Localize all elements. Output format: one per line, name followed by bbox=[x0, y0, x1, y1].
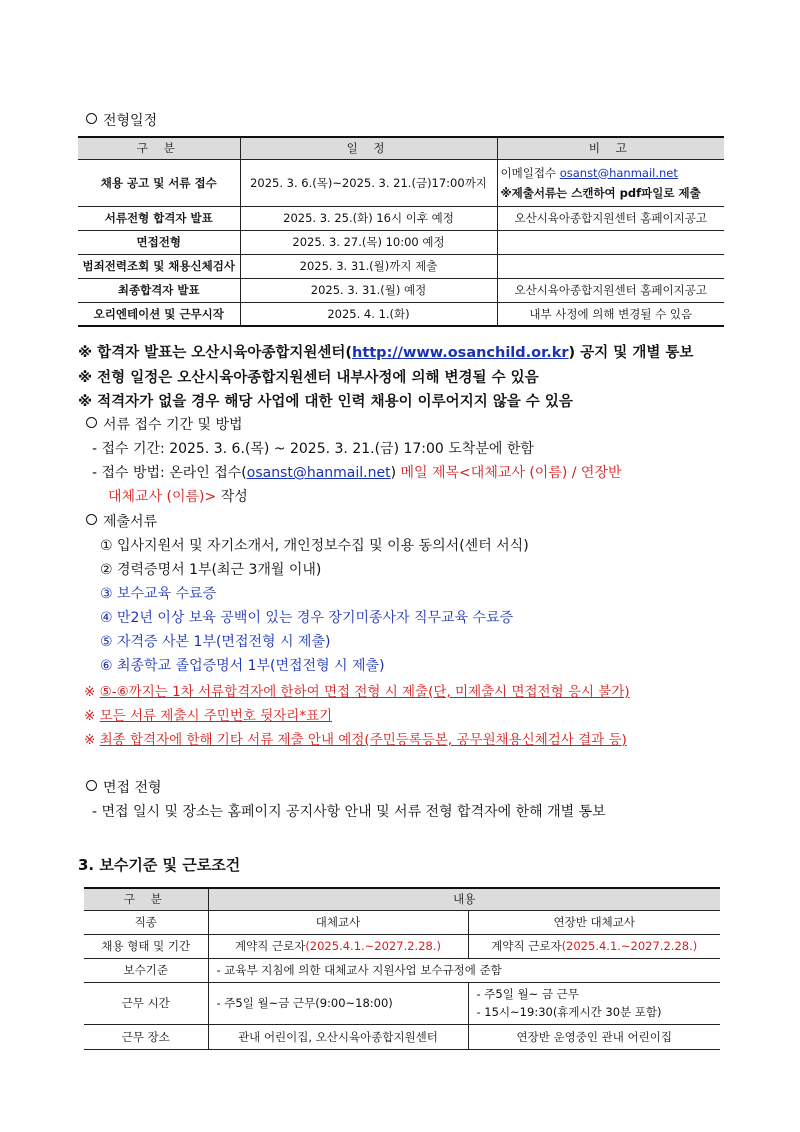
header-content: 내용 bbox=[208, 888, 720, 910]
interview-text: - 면접 일시 및 장소는 홈페이지 공지사항 안내 및 서류 전형 합격자에 한해 개별 통보 bbox=[92, 804, 606, 820]
table-row: 면접전형 2025. 3. 27.(목) 10:00 예정 bbox=[78, 230, 724, 254]
document-item: ④ 만2년 이상 보육 공백이 있는 경우 장기미종사자 직무교육 수료증 bbox=[100, 610, 514, 626]
header-note: 비 고 bbox=[497, 137, 724, 159]
documents-heading: 제출서류 bbox=[86, 511, 157, 531]
interview-heading: 면접 전형 bbox=[86, 777, 162, 797]
application-method: - 접수 방법: 온라인 접수(osanst@hanmail.net) 메일 제목<대체교사 (이름) / 연장반 bbox=[92, 465, 622, 481]
document-note: ※ 최종 합격자에 한해 기타 서류 제출 안내 예정(주민등록등본, 공무원채용신체검사 결과 등) bbox=[84, 732, 627, 748]
table-header-row bbox=[78, 137, 724, 159]
table-row: 보수기준 - 교육부 지침에 의한 대체교사 지원사업 보수규정에 준함 bbox=[84, 958, 720, 982]
document-item: ⑥ 최종학교 졸업증명서 1부(면접전형 시 제출) bbox=[100, 658, 385, 674]
table-row: 채용 공고 및 서류 접수 2025. 3. 6.(목)~2025. 3. 21.(금)17:00까지 이메일접수 osanst@hanmail.net ※제출서류는 스캔하여 pdf파일로 제출 bbox=[78, 159, 724, 206]
circle-bullet-icon bbox=[86, 514, 97, 525]
website-link[interactable]: http://www.osanchild.or.kr bbox=[352, 345, 569, 361]
table-row: 최종합격자 발표 2025. 3. 31.(월) 예정 오산시육아종합지원센터 홈페이지공고 bbox=[78, 278, 724, 302]
table-row: 오리엔테이션 및 근무시작 2025. 4. 1.(화) 내부 사정에 의해 변경될 수 있음 bbox=[78, 302, 724, 326]
table-row: 직종 대체교사 연장반 대체교사 bbox=[84, 910, 720, 934]
table-row: 서류전형 합격자 발표 2025. 3. 25.(화) 16시 이후 예정 오산시육아종합지원센터 홈페이지공고 bbox=[78, 206, 724, 230]
email-link[interactable]: osanst@hanmail.net bbox=[559, 165, 678, 180]
circle-bullet-icon bbox=[86, 113, 97, 124]
document-item: ③ 보수교육 수료증 bbox=[100, 586, 217, 602]
circle-bullet-icon bbox=[86, 417, 97, 428]
conditions-title: 3. 보수기준 및 근로조건 bbox=[78, 856, 241, 874]
application-email-link[interactable]: osanst@hanmail.net bbox=[246, 465, 391, 481]
table-row: 근무 시간 - 주5일 월~금 근무(9:00~18:00) - 주5일 월~ 금 근무 - 15시~19:30(휴게시간 30분 포함) bbox=[84, 982, 720, 1024]
document-item: ⑤ 자격증 사본 1부(면접전형 시 제출) bbox=[100, 634, 331, 650]
notice-schedule-change: ※ 전형 일정은 오산시육아종합지원센터 내부사정에 의해 변경될 수 있음 bbox=[78, 370, 539, 386]
schedule-table bbox=[78, 136, 724, 327]
conditions-table bbox=[84, 887, 720, 1050]
header-date: 일 정 bbox=[240, 137, 497, 159]
notice-no-candidate: ※ 적격자가 없을 경우 해당 사업에 대한 인력 채용이 이루어지지 않을 수 있음 bbox=[78, 394, 573, 410]
document-note: ※ 모든 서류 제출시 주민번호 뒷자리*표기 bbox=[84, 708, 333, 724]
table-row: 범죄전력조회 및 채용신체검사 2025. 3. 31.(월)까지 제출 bbox=[78, 254, 724, 278]
document-note: ※ ⑤-⑥까지는 1차 서류합격자에 한하여 면접 전형 시 제출(단, 미제출시 면접전형 응시 불가) bbox=[84, 684, 630, 700]
header-category: 구 분 bbox=[84, 888, 208, 910]
table-row: 채용 형태 및 기간 계약직 근로자(2025.4.1.~2027.2.28.) 계약직 근로자(2025.4.1.~2027.2.28.) bbox=[84, 934, 720, 958]
header-category: 구 분 bbox=[78, 137, 240, 159]
schedule-heading: 전형일정 bbox=[86, 110, 157, 130]
document-item: ① 입사지원서 및 자기소개서, 개인정보수집 및 이용 동의서(센터 서식) bbox=[100, 538, 529, 554]
application-heading: 서류 접수 기간 및 방법 bbox=[86, 414, 243, 434]
application-period: - 접수 기간: 2025. 3. 6.(목) ~ 2025. 3. 21.(금) 17:00 도착분에 한함 bbox=[92, 441, 534, 457]
notice-announcement: ※ 합격자 발표는 오산시육아종합지원센터(http://www.osanchild.or.kr) 공지 및 개별 통보 bbox=[78, 345, 694, 361]
circle-bullet-icon bbox=[86, 780, 97, 791]
application-method-cont: 대체교사 (이름)> 작성 bbox=[108, 489, 248, 505]
document-item: ② 경력증명서 1부(최근 3개월 이내) bbox=[100, 562, 322, 578]
table-header-row bbox=[84, 888, 720, 910]
table-row: 근무 장소 관내 어린이집, 오산시육아종합지원센터 연장반 운영중인 관내 어린이집 bbox=[84, 1024, 720, 1049]
